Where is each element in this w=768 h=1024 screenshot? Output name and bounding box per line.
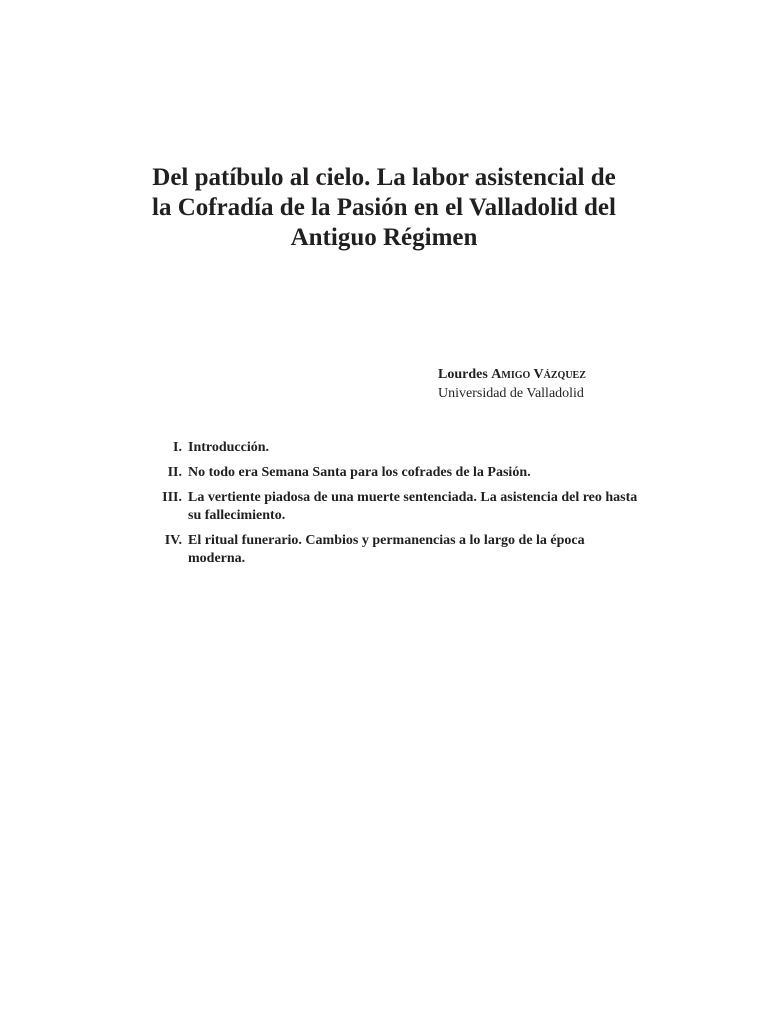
toc-item <box>140 464 640 482</box>
author-surname: Amigo Vázquez <box>491 367 586 382</box>
toc-item-number: I. <box>173 440 182 455</box>
author-name <box>438 365 586 384</box>
toc-item-text: La vertiente piadosa de una muerte sentenciada. La asistencia del reo hasta su fallecimiento. <box>188 490 638 523</box>
title-line-3: Antiguo Régimen <box>290 224 478 251</box>
author-given-name: Lourdes <box>438 367 488 382</box>
toc-item-text: No todo era Semana Santa para los cofrades de la Pasión. <box>188 465 531 480</box>
article-title <box>134 163 634 253</box>
title-line-1: Del patíbulo al cielo. La labor asistencial de <box>152 164 616 191</box>
author-affiliation: Universidad de Valladolid <box>438 386 584 401</box>
author-block <box>438 365 586 403</box>
title-line-2: la Cofradía de la Pasión en el Valladolid del <box>152 194 616 221</box>
toc-item-number: II. <box>167 465 182 480</box>
toc-item <box>140 489 640 525</box>
toc-item <box>140 439 640 457</box>
table-of-contents <box>140 439 640 575</box>
toc-item <box>140 532 640 568</box>
toc-item-text: El ritual funerario. Cambios y permanencias a lo largo de la época moderna. <box>188 533 585 566</box>
toc-item-number: IV. <box>164 533 182 548</box>
toc-item-text: Introducción. <box>188 440 270 455</box>
toc-item-number: III. <box>162 490 182 505</box>
